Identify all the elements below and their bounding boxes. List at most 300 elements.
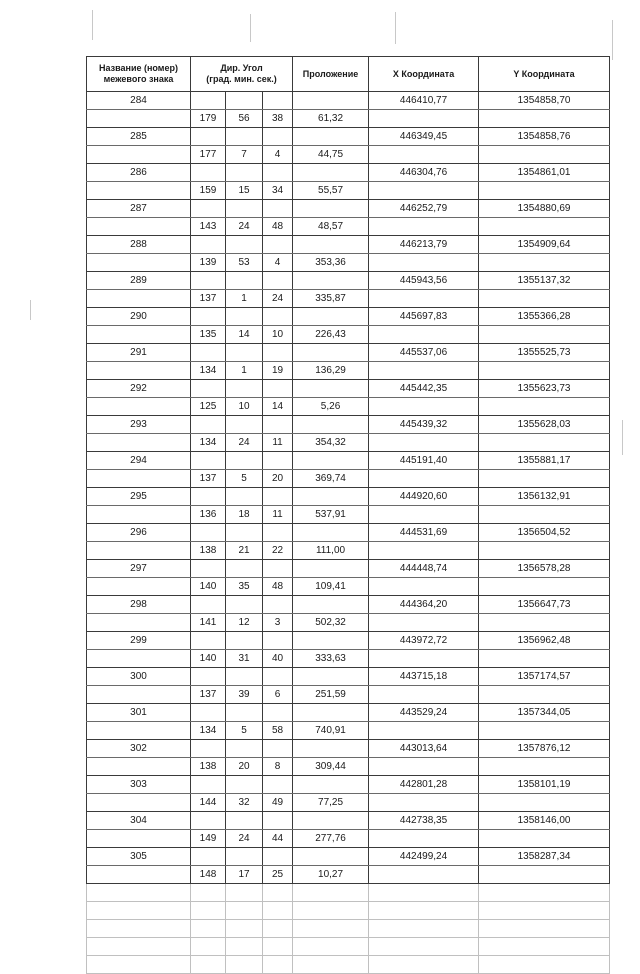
angle-deg-empty bbox=[191, 200, 226, 218]
x-coordinate: 442801,28 bbox=[369, 776, 479, 794]
boundary-mark-row bbox=[87, 488, 610, 506]
angle-seconds: 25 bbox=[263, 866, 293, 884]
mark-name: 302 bbox=[87, 740, 191, 758]
distance-empty bbox=[293, 236, 369, 254]
x-coordinate: 444531,69 bbox=[369, 524, 479, 542]
y-coordinate: 1357174,57 bbox=[479, 668, 610, 686]
x-coordinate: 445537,06 bbox=[369, 344, 479, 362]
x-coordinate-empty bbox=[369, 470, 479, 488]
boundary-mark-row bbox=[87, 884, 610, 902]
distance bbox=[293, 902, 369, 920]
angle-sec-empty bbox=[263, 560, 293, 578]
angle-seconds: 40 bbox=[263, 650, 293, 668]
y-coordinate bbox=[479, 920, 610, 938]
angle-minutes bbox=[226, 938, 263, 956]
mark-name: 299 bbox=[87, 632, 191, 650]
boundary-mark-row bbox=[87, 596, 610, 614]
segment-row bbox=[87, 866, 610, 884]
angle-seconds: 10 bbox=[263, 326, 293, 344]
y-coordinate: 1356504,52 bbox=[479, 524, 610, 542]
mark-name-empty bbox=[87, 398, 191, 416]
angle-degrees: 125 bbox=[191, 398, 226, 416]
distance-empty bbox=[293, 560, 369, 578]
x-coordinate: 443529,24 bbox=[369, 704, 479, 722]
boundary-coordinates-table bbox=[86, 56, 610, 974]
angle-minutes: 5 bbox=[226, 470, 263, 488]
x-coordinate-empty bbox=[369, 398, 479, 416]
boundary-mark-row bbox=[87, 308, 610, 326]
segment-row bbox=[87, 938, 610, 956]
y-coordinate: 1356647,73 bbox=[479, 596, 610, 614]
mark-name-empty bbox=[87, 578, 191, 596]
angle-degrees: 136 bbox=[191, 506, 226, 524]
angle-sec-empty bbox=[263, 380, 293, 398]
angle-seconds: 24 bbox=[263, 290, 293, 308]
x-coordinate-empty bbox=[369, 578, 479, 596]
y-coordinate: 1356132,91 bbox=[479, 488, 610, 506]
x-coordinate: 444920,60 bbox=[369, 488, 479, 506]
mark-name: 293 bbox=[87, 416, 191, 434]
distance: 740,91 bbox=[293, 722, 369, 740]
distance: 77,25 bbox=[293, 794, 369, 812]
angle-min-empty bbox=[226, 668, 263, 686]
angle-sec-empty bbox=[263, 272, 293, 290]
distance: 55,57 bbox=[293, 182, 369, 200]
distance-empty bbox=[293, 704, 369, 722]
angle-minutes: 24 bbox=[226, 830, 263, 848]
x-coordinate-empty bbox=[369, 542, 479, 560]
angle-sec-empty bbox=[263, 740, 293, 758]
boundary-mark-row bbox=[87, 704, 610, 722]
angle-min-empty bbox=[226, 560, 263, 578]
mark-name: 290 bbox=[87, 308, 191, 326]
distance: 369,74 bbox=[293, 470, 369, 488]
angle-sec-empty bbox=[263, 128, 293, 146]
angle-sec-empty bbox=[263, 632, 293, 650]
angle-deg-empty bbox=[191, 380, 226, 398]
angle-deg-empty bbox=[191, 164, 226, 182]
segment-row bbox=[87, 722, 610, 740]
distance-empty bbox=[293, 416, 369, 434]
distance: 109,41 bbox=[293, 578, 369, 596]
mark-name-empty bbox=[87, 146, 191, 164]
x-coordinate: 446213,79 bbox=[369, 236, 479, 254]
x-coordinate-empty bbox=[369, 182, 479, 200]
boundary-mark-row bbox=[87, 524, 610, 542]
header-mark-name: Название (номер) межевого знака bbox=[87, 57, 191, 92]
angle-min-empty bbox=[226, 416, 263, 434]
y-coordinate-empty bbox=[479, 794, 610, 812]
x-coordinate: 445439,32 bbox=[369, 416, 479, 434]
y-coordinate-empty bbox=[479, 290, 610, 308]
angle-deg-empty bbox=[191, 344, 226, 362]
distance-empty bbox=[293, 272, 369, 290]
angle-minutes: 5 bbox=[226, 722, 263, 740]
boundary-mark-row bbox=[87, 236, 610, 254]
angle-sec-empty bbox=[263, 812, 293, 830]
mark-name: 298 bbox=[87, 596, 191, 614]
boundary-mark-row bbox=[87, 560, 610, 578]
y-coordinate: 1355623,73 bbox=[479, 380, 610, 398]
boundary-mark-row bbox=[87, 380, 610, 398]
segment-row bbox=[87, 434, 610, 452]
distance-empty bbox=[293, 884, 369, 902]
angle-min-empty bbox=[226, 272, 263, 290]
angle-min-empty bbox=[226, 344, 263, 362]
angle-sec-empty bbox=[263, 452, 293, 470]
y-coordinate: 1355525,73 bbox=[479, 344, 610, 362]
distance: 10,27 bbox=[293, 866, 369, 884]
angle-deg-empty bbox=[191, 272, 226, 290]
mark-name-empty bbox=[87, 938, 191, 956]
angle-minutes: 1 bbox=[226, 290, 263, 308]
mark-name-empty bbox=[87, 650, 191, 668]
y-coordinate-empty bbox=[479, 254, 610, 272]
distance-empty bbox=[293, 920, 369, 938]
distance: 5,26 bbox=[293, 398, 369, 416]
angle-minutes: 17 bbox=[226, 866, 263, 884]
angle-min-empty bbox=[226, 884, 263, 902]
angle-seconds: 11 bbox=[263, 434, 293, 452]
angle-deg-empty bbox=[191, 128, 226, 146]
segment-row bbox=[87, 146, 610, 164]
angle-sec-empty bbox=[263, 704, 293, 722]
boundary-mark-row bbox=[87, 452, 610, 470]
x-coordinate: 446252,79 bbox=[369, 200, 479, 218]
distance: 226,43 bbox=[293, 326, 369, 344]
boundary-mark-row bbox=[87, 200, 610, 218]
y-coordinate-empty bbox=[479, 902, 610, 920]
y-coordinate-empty bbox=[479, 614, 610, 632]
angle-minutes bbox=[226, 902, 263, 920]
x-coordinate: 446349,45 bbox=[369, 128, 479, 146]
angle-degrees: 140 bbox=[191, 650, 226, 668]
x-coordinate: 443013,64 bbox=[369, 740, 479, 758]
angle-min-empty bbox=[226, 452, 263, 470]
boundary-mark-row bbox=[87, 956, 610, 974]
mark-name: 294 bbox=[87, 452, 191, 470]
angle-sec-empty bbox=[263, 92, 293, 110]
angle-sec-empty bbox=[263, 488, 293, 506]
segment-row bbox=[87, 110, 610, 128]
distance bbox=[293, 938, 369, 956]
segment-row bbox=[87, 290, 610, 308]
y-coordinate bbox=[479, 956, 610, 974]
mark-name: 285 bbox=[87, 128, 191, 146]
distance: 502,32 bbox=[293, 614, 369, 632]
y-coordinate: 1356578,28 bbox=[479, 560, 610, 578]
segment-row bbox=[87, 650, 610, 668]
angle-min-empty bbox=[226, 740, 263, 758]
segment-row bbox=[87, 686, 610, 704]
x-coordinate-empty bbox=[369, 758, 479, 776]
angle-minutes: 32 bbox=[226, 794, 263, 812]
y-coordinate: 1357876,12 bbox=[479, 740, 610, 758]
angle-seconds: 4 bbox=[263, 146, 293, 164]
angle-min-empty bbox=[226, 632, 263, 650]
angle-min-empty bbox=[226, 776, 263, 794]
angle-sec-empty bbox=[263, 164, 293, 182]
angle-degrees: 177 bbox=[191, 146, 226, 164]
y-coordinate: 1354880,69 bbox=[479, 200, 610, 218]
y-coordinate: 1356962,48 bbox=[479, 632, 610, 650]
angle-deg-empty bbox=[191, 920, 226, 938]
x-coordinate bbox=[369, 956, 479, 974]
angle-minutes: 35 bbox=[226, 578, 263, 596]
y-coordinate: 1355137,32 bbox=[479, 272, 610, 290]
y-coordinate: 1354858,70 bbox=[479, 92, 610, 110]
boundary-mark-row bbox=[87, 164, 610, 182]
segment-row bbox=[87, 506, 610, 524]
y-coordinate: 1354861,01 bbox=[479, 164, 610, 182]
x-coordinate: 444364,20 bbox=[369, 596, 479, 614]
y-coordinate-empty bbox=[479, 218, 610, 236]
y-coordinate-empty bbox=[479, 506, 610, 524]
y-coordinate: 1355881,17 bbox=[479, 452, 610, 470]
angle-sec-empty bbox=[263, 596, 293, 614]
angle-min-empty bbox=[226, 128, 263, 146]
x-coordinate: 445191,40 bbox=[369, 452, 479, 470]
segment-row bbox=[87, 218, 610, 236]
angle-seconds: 8 bbox=[263, 758, 293, 776]
angle-seconds: 14 bbox=[263, 398, 293, 416]
x-coordinate bbox=[369, 920, 479, 938]
y-coordinate: 1355366,28 bbox=[479, 308, 610, 326]
distance-empty bbox=[293, 128, 369, 146]
angle-seconds: 22 bbox=[263, 542, 293, 560]
mark-name bbox=[87, 920, 191, 938]
mark-name: 287 bbox=[87, 200, 191, 218]
x-coordinate-empty bbox=[369, 866, 479, 884]
angle-seconds bbox=[263, 938, 293, 956]
distance: 309,44 bbox=[293, 758, 369, 776]
angle-degrees: 143 bbox=[191, 218, 226, 236]
angle-seconds: 48 bbox=[263, 218, 293, 236]
mark-name-empty bbox=[87, 326, 191, 344]
angle-deg-empty bbox=[191, 812, 226, 830]
angle-deg-empty bbox=[191, 524, 226, 542]
x-coordinate-empty bbox=[369, 614, 479, 632]
mark-name-empty bbox=[87, 254, 191, 272]
angle-deg-empty bbox=[191, 560, 226, 578]
y-coordinate-empty bbox=[479, 578, 610, 596]
angle-deg-empty bbox=[191, 884, 226, 902]
distance-empty bbox=[293, 848, 369, 866]
angle-min-empty bbox=[226, 956, 263, 974]
angle-degrees: 138 bbox=[191, 758, 226, 776]
x-coordinate-empty bbox=[369, 110, 479, 128]
mark-name: 289 bbox=[87, 272, 191, 290]
header-x-coordinate: X Координата bbox=[369, 57, 479, 92]
distance-empty bbox=[293, 344, 369, 362]
distance: 335,87 bbox=[293, 290, 369, 308]
distance: 251,59 bbox=[293, 686, 369, 704]
angle-seconds: 3 bbox=[263, 614, 293, 632]
mark-name-empty bbox=[87, 290, 191, 308]
angle-degrees: 148 bbox=[191, 866, 226, 884]
y-coordinate-empty bbox=[479, 110, 610, 128]
angle-seconds: 20 bbox=[263, 470, 293, 488]
x-coordinate-empty bbox=[369, 650, 479, 668]
scan-artifact bbox=[250, 14, 251, 42]
angle-minutes: 21 bbox=[226, 542, 263, 560]
angle-sec-empty bbox=[263, 776, 293, 794]
angle-minutes: 39 bbox=[226, 686, 263, 704]
angle-sec-empty bbox=[263, 308, 293, 326]
angle-degrees: 139 bbox=[191, 254, 226, 272]
angle-minutes: 53 bbox=[226, 254, 263, 272]
angle-degrees: 134 bbox=[191, 722, 226, 740]
angle-min-empty bbox=[226, 704, 263, 722]
boundary-mark-row bbox=[87, 344, 610, 362]
segment-row bbox=[87, 794, 610, 812]
angle-degrees bbox=[191, 902, 226, 920]
mark-name-empty bbox=[87, 794, 191, 812]
y-coordinate: 1358101,19 bbox=[479, 776, 610, 794]
angle-degrees: 134 bbox=[191, 362, 226, 380]
segment-row bbox=[87, 398, 610, 416]
angle-degrees: 134 bbox=[191, 434, 226, 452]
boundary-mark-row bbox=[87, 128, 610, 146]
y-coordinate-empty bbox=[479, 650, 610, 668]
mark-name: 292 bbox=[87, 380, 191, 398]
angle-min-empty bbox=[226, 92, 263, 110]
angle-sec-empty bbox=[263, 956, 293, 974]
y-coordinate bbox=[479, 884, 610, 902]
boundary-mark-row bbox=[87, 848, 610, 866]
mark-name-empty bbox=[87, 686, 191, 704]
distance-empty bbox=[293, 200, 369, 218]
x-coordinate-empty bbox=[369, 362, 479, 380]
y-coordinate: 1354909,64 bbox=[479, 236, 610, 254]
distance: 537,91 bbox=[293, 506, 369, 524]
boundary-mark-row bbox=[87, 272, 610, 290]
scan-artifact bbox=[622, 420, 623, 455]
distance-empty bbox=[293, 308, 369, 326]
distance-empty bbox=[293, 956, 369, 974]
x-coordinate-empty bbox=[369, 254, 479, 272]
x-coordinate: 445697,83 bbox=[369, 308, 479, 326]
angle-sec-empty bbox=[263, 200, 293, 218]
angle-sec-empty bbox=[263, 236, 293, 254]
x-coordinate-empty bbox=[369, 218, 479, 236]
mark-name-empty bbox=[87, 362, 191, 380]
distance-empty bbox=[293, 524, 369, 542]
y-coordinate-empty bbox=[479, 866, 610, 884]
angle-deg-empty bbox=[191, 848, 226, 866]
scan-artifact bbox=[395, 12, 396, 44]
y-coordinate: 1355628,03 bbox=[479, 416, 610, 434]
angle-minutes: 15 bbox=[226, 182, 263, 200]
angle-degrees: 144 bbox=[191, 794, 226, 812]
angle-deg-empty bbox=[191, 488, 226, 506]
distance: 111,00 bbox=[293, 542, 369, 560]
mark-name: 300 bbox=[87, 668, 191, 686]
angle-seconds: 49 bbox=[263, 794, 293, 812]
distance: 44,75 bbox=[293, 146, 369, 164]
x-coordinate-empty bbox=[369, 794, 479, 812]
angle-sec-empty bbox=[263, 848, 293, 866]
y-coordinate: 1357344,05 bbox=[479, 704, 610, 722]
y-coordinate-empty bbox=[479, 686, 610, 704]
boundary-mark-row bbox=[87, 920, 610, 938]
angle-deg-empty bbox=[191, 740, 226, 758]
angle-sec-empty bbox=[263, 884, 293, 902]
angle-deg-empty bbox=[191, 956, 226, 974]
x-coordinate: 445442,35 bbox=[369, 380, 479, 398]
angle-seconds bbox=[263, 902, 293, 920]
x-coordinate-empty bbox=[369, 290, 479, 308]
distance: 277,76 bbox=[293, 830, 369, 848]
distance-empty bbox=[293, 632, 369, 650]
mark-name-empty bbox=[87, 218, 191, 236]
segment-row bbox=[87, 182, 610, 200]
angle-min-empty bbox=[226, 200, 263, 218]
distance-empty bbox=[293, 668, 369, 686]
mark-name: 301 bbox=[87, 704, 191, 722]
mark-name bbox=[87, 956, 191, 974]
angle-seconds: 58 bbox=[263, 722, 293, 740]
segment-row bbox=[87, 326, 610, 344]
x-coordinate-empty bbox=[369, 686, 479, 704]
y-coordinate-empty bbox=[479, 146, 610, 164]
x-coordinate: 444448,74 bbox=[369, 560, 479, 578]
angle-deg-empty bbox=[191, 452, 226, 470]
angle-minutes: 56 bbox=[226, 110, 263, 128]
boundary-mark-row bbox=[87, 740, 610, 758]
segment-row bbox=[87, 578, 610, 596]
angle-degrees: 137 bbox=[191, 686, 226, 704]
angle-minutes: 14 bbox=[226, 326, 263, 344]
angle-sec-empty bbox=[263, 668, 293, 686]
x-coordinate: 442738,35 bbox=[369, 812, 479, 830]
x-coordinate-empty bbox=[369, 902, 479, 920]
angle-degrees: 140 bbox=[191, 578, 226, 596]
angle-min-empty bbox=[226, 596, 263, 614]
angle-sec-empty bbox=[263, 416, 293, 434]
angle-minutes: 12 bbox=[226, 614, 263, 632]
x-coordinate-empty bbox=[369, 434, 479, 452]
mark-name-empty bbox=[87, 434, 191, 452]
angle-degrees: 137 bbox=[191, 290, 226, 308]
mark-name-empty bbox=[87, 758, 191, 776]
y-coordinate-empty bbox=[479, 542, 610, 560]
y-coordinate-empty bbox=[479, 758, 610, 776]
header-angle-line1: Дир. Угол bbox=[220, 63, 263, 73]
angle-minutes: 18 bbox=[226, 506, 263, 524]
boundary-mark-row bbox=[87, 632, 610, 650]
boundary-mark-row bbox=[87, 92, 610, 110]
distance: 61,32 bbox=[293, 110, 369, 128]
angle-deg-empty bbox=[191, 668, 226, 686]
segment-row bbox=[87, 830, 610, 848]
angle-seconds: 6 bbox=[263, 686, 293, 704]
x-coordinate-empty bbox=[369, 722, 479, 740]
angle-degrees: 135 bbox=[191, 326, 226, 344]
y-coordinate-empty bbox=[479, 938, 610, 956]
x-coordinate-empty bbox=[369, 146, 479, 164]
angle-min-empty bbox=[226, 236, 263, 254]
mark-name-empty bbox=[87, 506, 191, 524]
angle-min-empty bbox=[226, 164, 263, 182]
distance-empty bbox=[293, 488, 369, 506]
scan-artifact bbox=[612, 20, 613, 60]
angle-min-empty bbox=[226, 488, 263, 506]
distance-empty bbox=[293, 164, 369, 182]
mark-name: 297 bbox=[87, 560, 191, 578]
segment-row bbox=[87, 758, 610, 776]
x-coordinate-empty bbox=[369, 938, 479, 956]
